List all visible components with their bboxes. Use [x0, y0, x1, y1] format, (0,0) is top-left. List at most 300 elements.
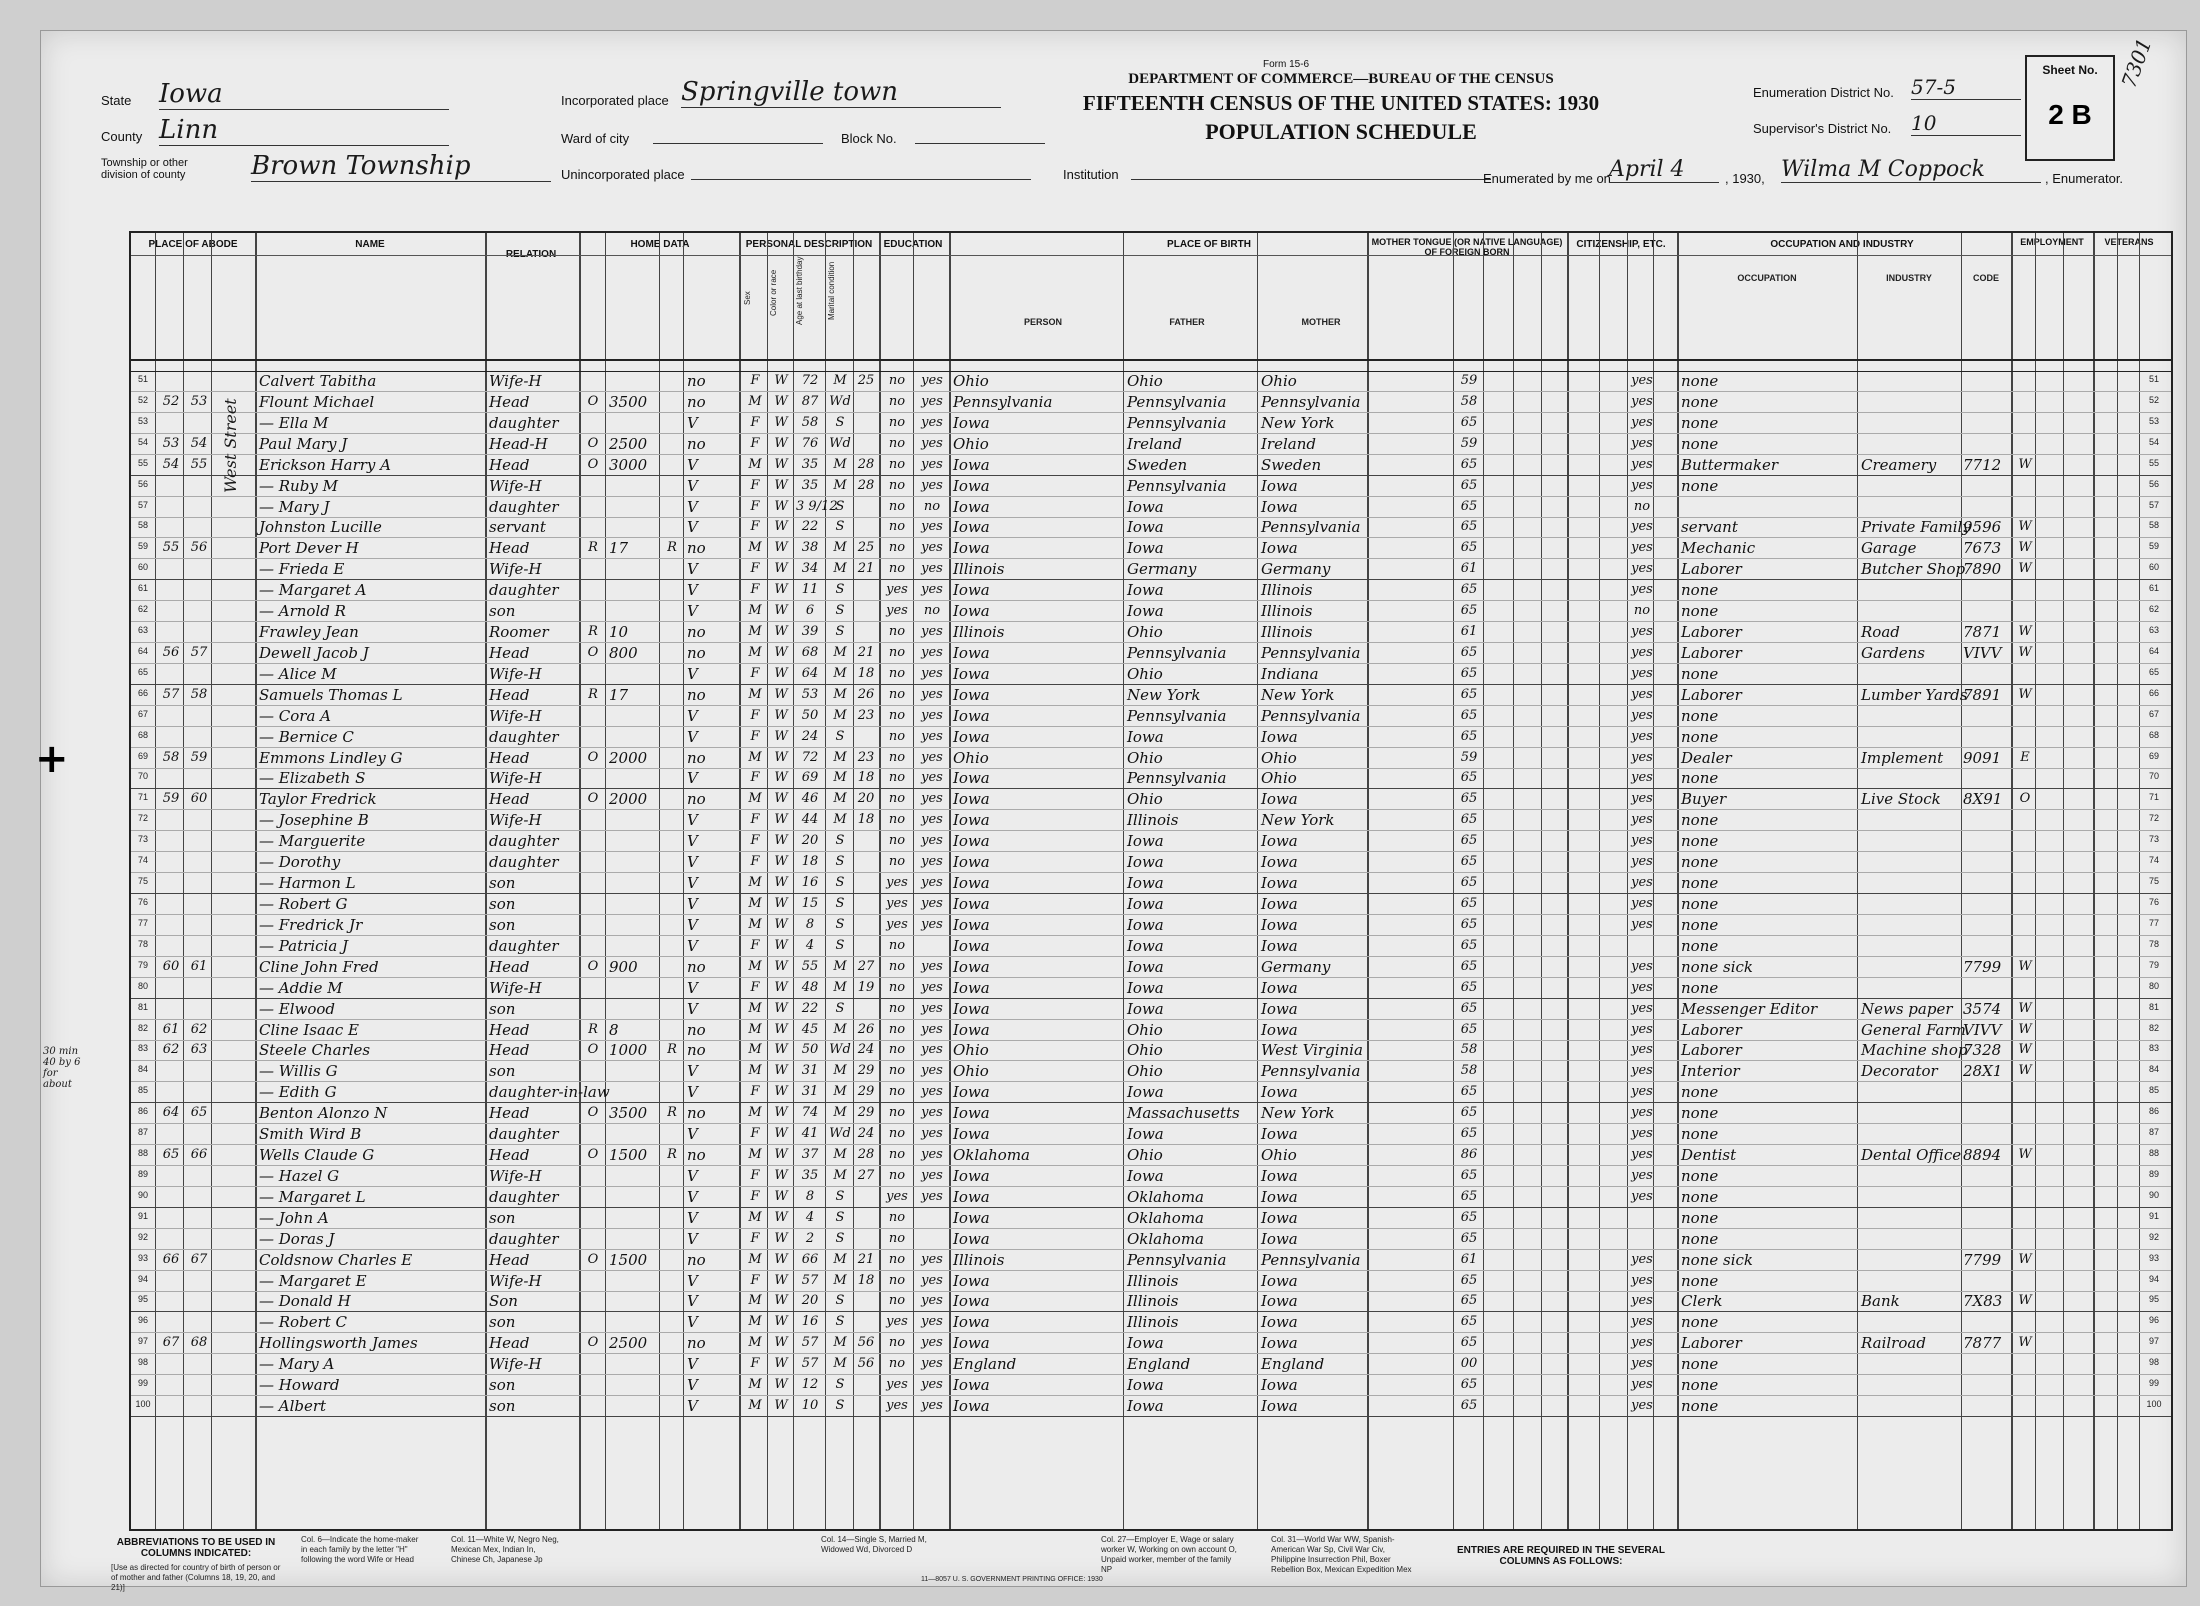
- population-table: [129, 231, 2173, 1531]
- school-attendance: no: [888, 1000, 906, 1016]
- class-of-worker: [2015, 1125, 2035, 1143]
- person-name: Wells Claude G: [259, 1146, 375, 1165]
- speaks-english: yes: [1631, 561, 1653, 577]
- person-birthplace: Iowa: [953, 476, 990, 495]
- speaks-english: yes: [1631, 1251, 1653, 1267]
- speaks-english: yes: [1631, 414, 1653, 430]
- line-number-right: 78: [2148, 938, 2159, 949]
- mother-birthplace: Pennsylvania: [1261, 1062, 1361, 1081]
- sex: M: [748, 686, 762, 702]
- sex: F: [750, 1272, 760, 1288]
- birthplace-code: 65: [1460, 791, 1478, 807]
- can-read-write: yes: [921, 582, 943, 598]
- occupation: none: [1681, 1355, 1719, 1374]
- line-number: 93: [137, 1252, 148, 1263]
- family-number: [187, 853, 211, 871]
- can-read-write: yes: [921, 728, 943, 744]
- sex: F: [750, 665, 760, 681]
- dwelling-number: [159, 1313, 183, 1331]
- father-birthplace: Iowa: [1127, 1083, 1164, 1102]
- line-number-right: 53: [2148, 415, 2159, 426]
- mother-birthplace: Iowa: [1261, 874, 1298, 893]
- person-birthplace: Iowa: [953, 1292, 990, 1311]
- home-tenure: [583, 1209, 603, 1227]
- ward-value-line: [653, 129, 823, 144]
- age-at-marriage: [855, 1376, 877, 1394]
- father-birthplace: Iowa: [1127, 999, 1164, 1018]
- class-of-worker: W: [2018, 561, 2032, 577]
- line-number-right: 57: [2148, 499, 2159, 510]
- occupation-code: 3574: [1963, 999, 2002, 1018]
- age: 39: [801, 624, 819, 640]
- race: W: [774, 770, 788, 786]
- family-number: [187, 602, 211, 620]
- home-value: [609, 1313, 657, 1331]
- table-row: [131, 1312, 2171, 1333]
- race: W: [774, 812, 788, 828]
- radio-set: [662, 1313, 682, 1331]
- line-number: 99: [137, 1378, 148, 1389]
- institution-label: Institution: [1063, 167, 1119, 182]
- person-name: — Patricia J: [259, 936, 349, 955]
- footer-col14: Col. 14—Single S, Married M, Widowed Wd, Divorced D: [821, 1535, 927, 1554]
- age-at-marriage: [855, 728, 877, 746]
- person-birthplace: Ohio: [953, 748, 989, 767]
- dwelling-number: [159, 1188, 183, 1206]
- corner-number: 7301: [2116, 34, 2157, 92]
- birthplace-code: 65: [1460, 979, 1478, 995]
- birthplace-code: 65: [1460, 937, 1478, 953]
- home-tenure: [583, 477, 603, 495]
- ed-label: Enumeration District No.: [1753, 85, 1894, 100]
- class-of-worker: [2015, 1188, 2035, 1206]
- line-number: 92: [137, 1231, 148, 1242]
- radio-set: [662, 581, 682, 599]
- race: W: [774, 1251, 788, 1267]
- home-value: [609, 728, 657, 746]
- person-birthplace: Iowa: [953, 936, 990, 955]
- relation: Wife-H: [489, 978, 542, 997]
- race: W: [774, 1063, 788, 1079]
- sex: M: [748, 1000, 762, 1016]
- line-number: 88: [137, 1148, 148, 1159]
- school-attendance: no: [888, 1063, 906, 1079]
- industry: [1861, 498, 1959, 516]
- col-occupation: OCCUPATION: [1737, 273, 1797, 283]
- radio-set: [662, 749, 682, 767]
- age-at-marriage: [855, 1292, 877, 1310]
- mother-birthplace: New York: [1261, 413, 1335, 432]
- school-attendance: no: [888, 1209, 906, 1225]
- dwelling-number: [159, 979, 183, 997]
- line-number: 51: [137, 374, 148, 384]
- dwelling-number: [159, 1209, 183, 1227]
- group-personal: PERSONAL DESCRIPTION: [745, 239, 873, 250]
- age-at-marriage: [855, 1000, 877, 1018]
- line-number-right: 100: [2146, 1399, 2162, 1410]
- school-attendance: no: [888, 1042, 906, 1058]
- relation: Wife-H: [489, 1166, 542, 1185]
- industry: [1861, 372, 1959, 390]
- farm-residence: V: [687, 936, 698, 955]
- family-number: [187, 707, 211, 725]
- table-row: [131, 643, 2171, 664]
- industry: Decorator: [1861, 1062, 1938, 1081]
- table-row: [131, 413, 2171, 434]
- family-number: [187, 874, 211, 892]
- relation: Head: [489, 1041, 530, 1060]
- occupation: Laborer: [1681, 560, 1742, 579]
- radio-set: [662, 1272, 682, 1290]
- birthplace-code: 59: [1460, 749, 1478, 765]
- industry: Railroad: [1861, 1334, 1926, 1353]
- age: 46: [801, 791, 819, 807]
- family-number: [187, 979, 211, 997]
- class-of-worker: W: [2018, 1021, 2032, 1037]
- table-row: [131, 789, 2171, 810]
- mother-birthplace: Ohio: [1261, 1146, 1297, 1165]
- sex: M: [748, 791, 762, 807]
- race: W: [774, 686, 788, 702]
- speaks-english: [1631, 937, 1653, 955]
- birthplace-code: 65: [1460, 707, 1478, 723]
- person-birthplace: Illinois: [953, 1250, 1005, 1269]
- marital-status: M: [833, 791, 847, 807]
- relation: Wife-H: [489, 664, 542, 683]
- family-number: [187, 665, 211, 683]
- occupation-code: 9596: [1963, 518, 2002, 537]
- occupation-code: 7799: [1963, 1250, 2002, 1269]
- school-attendance: no: [888, 1251, 906, 1267]
- mother-birthplace: Ohio: [1261, 372, 1297, 390]
- school-attendance: no: [888, 414, 906, 430]
- home-value: [609, 1188, 657, 1206]
- line-number: 95: [137, 1294, 148, 1305]
- farm-residence: V: [687, 1083, 698, 1102]
- race: W: [774, 1188, 788, 1204]
- mother-birthplace: Iowa: [1261, 1208, 1298, 1227]
- ed-value: 57-5: [1911, 75, 2021, 100]
- age-at-marriage: 18: [857, 1272, 875, 1288]
- sex: F: [750, 435, 760, 451]
- age: 44: [801, 812, 819, 828]
- radio-set: [662, 456, 682, 474]
- table-row: [131, 852, 2171, 873]
- sex: M: [748, 1021, 762, 1037]
- mother-birthplace: Iowa: [1261, 999, 1298, 1018]
- birthplace-code: 65: [1460, 540, 1478, 556]
- age: 3 9/12: [796, 498, 838, 514]
- line-number-right: 84: [2148, 1064, 2159, 1075]
- sex: F: [750, 1356, 760, 1372]
- birthplace-code: 58: [1460, 1042, 1478, 1058]
- age-at-marriage: 21: [857, 1251, 875, 1267]
- person-birthplace: Iowa: [953, 518, 990, 537]
- race: W: [774, 393, 788, 409]
- marital-status: M: [833, 1105, 847, 1121]
- industry: [1861, 1083, 1959, 1101]
- occupation-code: [1963, 393, 2009, 411]
- school-attendance: yes: [886, 1188, 908, 1204]
- can-read-write: yes: [921, 749, 943, 765]
- home-tenure: [583, 895, 603, 913]
- line-number: 54: [137, 436, 148, 447]
- person-birthplace: Iowa: [953, 853, 990, 872]
- home-value: 2000: [609, 748, 648, 767]
- line-number-right: 92: [2148, 1231, 2159, 1242]
- person-birthplace: England: [953, 1355, 1017, 1374]
- speaks-english: yes: [1631, 1084, 1653, 1100]
- person-birthplace: Iowa: [953, 978, 990, 997]
- occupation-code: 7891: [1963, 685, 2002, 704]
- class-of-worker: W: [2018, 456, 2032, 472]
- radio-set: [662, 1000, 682, 1018]
- father-birthplace: Germany: [1127, 560, 1197, 579]
- table-row: [131, 517, 2171, 538]
- occupation-code: [1963, 979, 2009, 997]
- family-number: [187, 937, 211, 955]
- age-at-marriage: 20: [857, 791, 875, 807]
- age-at-marriage: 25: [857, 373, 875, 388]
- race: W: [774, 1356, 788, 1372]
- can-read-write: yes: [921, 979, 943, 995]
- home-value: [609, 1167, 657, 1185]
- speaks-english: [1631, 1230, 1653, 1248]
- race: W: [774, 854, 788, 870]
- person-name: Dewell Jacob J: [259, 643, 369, 662]
- school-attendance: no: [888, 498, 906, 514]
- footer-col31: Col. 31—World War WW, Spanish-American War Sp, Civil War Civ, Philippine Insurrection Phil, Boxer Rebellion Box, Mexican Expedition Mex: [1271, 1535, 1412, 1574]
- person-name: — Edith G: [259, 1083, 337, 1102]
- age-at-marriage: [855, 435, 877, 453]
- line-number-right: 51: [2148, 374, 2159, 384]
- mother-birthplace: Iowa: [1261, 1292, 1298, 1311]
- occupation-code: [1963, 1104, 2009, 1122]
- person-birthplace: Ohio: [953, 1041, 989, 1060]
- line-number-right: 76: [2148, 897, 2159, 907]
- farm-residence: V: [687, 874, 698, 893]
- person-name: Hollingsworth James: [259, 1334, 418, 1353]
- father-birthplace: New York: [1127, 685, 1201, 704]
- father-birthplace: Sweden: [1127, 455, 1188, 474]
- unincorporated-value-line: [691, 165, 1031, 180]
- home-tenure: [583, 1125, 603, 1143]
- person-birthplace: Iowa: [953, 811, 990, 830]
- home-tenure: [583, 1292, 603, 1310]
- family-number: 62: [190, 1021, 208, 1037]
- school-attendance: yes: [886, 875, 908, 891]
- age: 22: [801, 519, 819, 535]
- race: W: [774, 1398, 788, 1414]
- family-number: [187, 1230, 211, 1248]
- birthplace-code: 65: [1460, 582, 1478, 598]
- dwelling-number: [159, 581, 183, 599]
- home-tenure: R: [588, 624, 598, 640]
- age: 53: [801, 686, 819, 702]
- industry: [1861, 1272, 1959, 1290]
- line-number-right: 90: [2148, 1189, 2159, 1200]
- marital-status: M: [833, 1335, 847, 1351]
- father-birthplace: Iowa: [1127, 602, 1164, 621]
- radio-set: [662, 1292, 682, 1310]
- occupation-code: 7673: [1963, 539, 2002, 558]
- dwelling-number: [159, 414, 183, 432]
- col-sex: Sex: [743, 291, 752, 305]
- person-name: — Alice M: [259, 664, 337, 683]
- industry: [1861, 602, 1959, 620]
- family-number: [187, 581, 211, 599]
- can-read-write: yes: [921, 1147, 943, 1163]
- radio-set: [662, 1209, 682, 1227]
- line-number: 52: [137, 394, 148, 405]
- mother-birthplace: New York: [1261, 811, 1335, 830]
- school-attendance: no: [888, 854, 906, 870]
- person-name: — Doras J: [259, 1229, 335, 1248]
- home-value: 900: [609, 957, 638, 976]
- table-row: [131, 1354, 2171, 1375]
- sex: F: [750, 979, 760, 995]
- sex: F: [750, 854, 760, 870]
- family-number: 57: [190, 644, 208, 660]
- home-tenure: O: [587, 749, 599, 765]
- person-birthplace: Iowa: [953, 1208, 990, 1227]
- age: 38: [801, 540, 819, 556]
- table-row: [131, 1061, 2171, 1082]
- occupation-code: [1963, 832, 2009, 850]
- radio-set: [662, 832, 682, 850]
- farm-residence: no: [687, 1020, 706, 1039]
- speaks-english: [1631, 1209, 1653, 1227]
- family-number: [187, 1272, 211, 1290]
- mother-birthplace: Iowa: [1261, 1187, 1298, 1206]
- family-number: [187, 895, 211, 913]
- family-number: [187, 372, 211, 390]
- age-at-marriage: 29: [857, 1063, 875, 1079]
- home-value: [609, 979, 657, 997]
- age: 8: [805, 916, 815, 932]
- radio-set: [662, 1125, 682, 1143]
- race: W: [774, 749, 788, 765]
- home-tenure: O: [587, 435, 599, 451]
- father-birthplace: Iowa: [1127, 978, 1164, 997]
- race: W: [774, 477, 788, 493]
- line-number: 94: [137, 1273, 148, 1284]
- can-read-write: yes: [921, 812, 943, 828]
- race: W: [774, 707, 788, 723]
- sex: F: [750, 498, 760, 514]
- dwelling-number: [159, 560, 183, 578]
- occupation-code: [1963, 874, 2009, 892]
- farm-residence: V: [687, 1166, 698, 1185]
- marital-status: M: [833, 1272, 847, 1288]
- person-name: Emmons Lindley G: [259, 748, 403, 767]
- table-row: [131, 538, 2171, 559]
- state-value: Iowa: [159, 79, 449, 110]
- home-tenure: O: [587, 644, 599, 660]
- col-person: PERSON: [1023, 317, 1062, 327]
- industry: [1861, 874, 1959, 892]
- person-birthplace: Iowa: [953, 1020, 990, 1039]
- table-row: [131, 1250, 2171, 1271]
- occupation-code: 7712: [1963, 455, 2002, 474]
- age: 64: [801, 665, 819, 681]
- father-birthplace: Ohio: [1127, 664, 1163, 683]
- mother-birthplace: Iowa: [1261, 1083, 1298, 1102]
- industry: [1861, 1376, 1959, 1394]
- table-row: [131, 915, 2171, 936]
- industry: [1861, 1188, 1959, 1206]
- father-birthplace: Iowa: [1127, 1125, 1164, 1144]
- occupation-code: [1963, 1272, 2009, 1290]
- line-number: 79: [137, 959, 148, 970]
- farm-residence: V: [687, 497, 698, 516]
- person-birthplace: Iowa: [953, 539, 990, 558]
- person-name: — Cora A: [259, 706, 331, 725]
- class-of-worker: [2015, 372, 2035, 390]
- class-of-worker: [2015, 895, 2035, 913]
- occupation-code: [1963, 1397, 2009, 1415]
- dwelling-number: [159, 916, 183, 934]
- age-at-marriage: 56: [857, 1335, 875, 1351]
- occupation: none: [1681, 434, 1719, 453]
- person-name: — Donald H: [259, 1292, 351, 1311]
- dwelling-number: 64: [162, 1105, 180, 1121]
- marital-status: S: [835, 854, 845, 870]
- race: W: [774, 1230, 788, 1246]
- speaks-english: yes: [1631, 1188, 1653, 1204]
- sex: F: [750, 770, 760, 786]
- line-number-right: 94: [2148, 1273, 2159, 1284]
- age: 72: [801, 373, 819, 388]
- industry: [1861, 1397, 1959, 1415]
- class-of-worker: [2015, 1376, 2035, 1394]
- speaks-english: yes: [1631, 812, 1653, 828]
- sex: M: [748, 1377, 762, 1393]
- occupation-code: [1963, 707, 2009, 725]
- occupation: none: [1681, 936, 1719, 955]
- race: W: [774, 561, 788, 577]
- age: 4: [805, 937, 815, 953]
- can-read-write: yes: [921, 686, 943, 702]
- home-value: 10: [609, 623, 629, 642]
- census-title: FIFTEENTH CENSUS OF THE UNITED STATES: 1930: [1082, 91, 1600, 115]
- line-number-right: 58: [2148, 520, 2159, 531]
- birthplace-code: 58: [1460, 1063, 1478, 1079]
- age-at-marriage: [855, 498, 877, 516]
- speaks-english: yes: [1631, 665, 1653, 681]
- person-name: Benton Alonzo N: [259, 1104, 388, 1123]
- relation: son: [489, 999, 516, 1018]
- dwelling-number: [159, 1062, 183, 1080]
- school-attendance: no: [888, 519, 906, 535]
- marital-status: M: [833, 665, 847, 681]
- dwelling-number: [159, 623, 183, 641]
- sex: F: [750, 1084, 760, 1100]
- radio-set: [662, 1021, 682, 1039]
- marital-status: M: [833, 707, 847, 723]
- occupation: Interior: [1681, 1062, 1740, 1081]
- class-of-worker: [2015, 1230, 2035, 1248]
- line-number-right: 62: [2148, 604, 2159, 615]
- dwelling-number: 55: [162, 540, 180, 556]
- class-of-worker: E: [2020, 749, 2030, 765]
- sd-label: Supervisor's District No.: [1753, 121, 1892, 136]
- sex: M: [748, 1398, 762, 1414]
- industry: Dental Office: [1861, 1146, 1962, 1165]
- line-number-right: 56: [2148, 478, 2159, 489]
- group-occupation: OCCUPATION AND INDUSTRY: [1770, 239, 1914, 250]
- age: 15: [801, 896, 819, 911]
